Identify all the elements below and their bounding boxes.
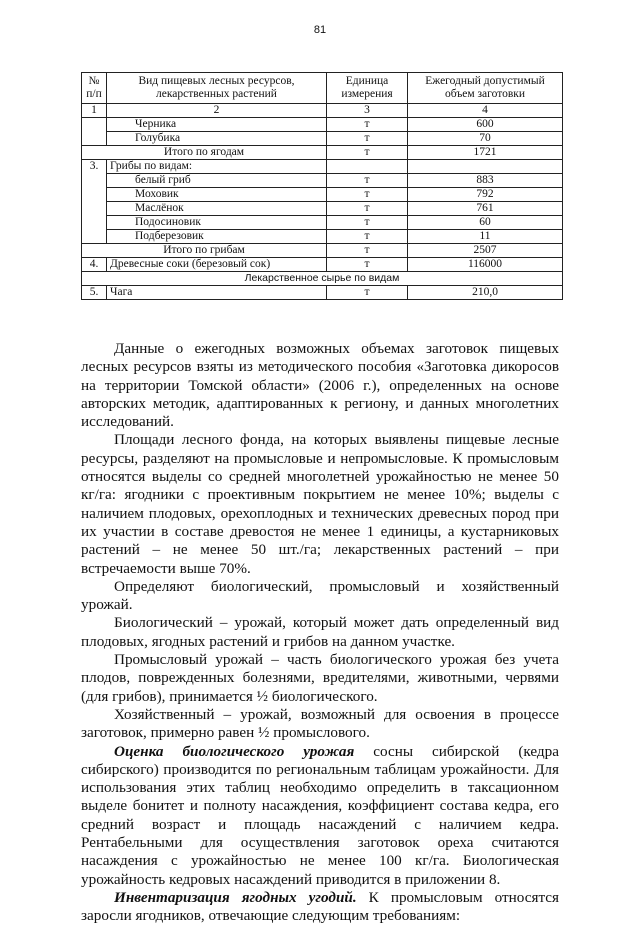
table-row <box>82 174 563 188</box>
row-name: Моховик <box>107 188 327 202</box>
row-name: Маслёнок <box>107 202 327 216</box>
paragraph <box>81 743 559 889</box>
row-name: белый гриб <box>107 174 327 188</box>
column-number-row <box>82 104 563 118</box>
table-header-row <box>82 73 563 104</box>
row-num: 3. <box>82 160 107 244</box>
paragraph: Биологический – урожай, который может дать определенный вид плодовых, ягодных растений и грибов на данном участке. <box>81 614 559 650</box>
section-header: Лекарственное сырье по видам <box>82 272 563 286</box>
row-unit: т <box>327 202 408 216</box>
row-unit: т <box>327 286 408 300</box>
row-name: Подосиновик <box>107 216 327 230</box>
row-unit: т <box>327 230 408 244</box>
row-name: Черника <box>107 118 327 132</box>
row-unit: т <box>327 188 408 202</box>
row-unit: т <box>327 174 408 188</box>
header-unit: Единица измерения <box>327 73 408 104</box>
header-volume: Ежегодный допустимый объем заготовки <box>408 73 563 104</box>
bold-term: Инвентаризация ягодных угодий. <box>114 888 357 906</box>
row-unit: т <box>327 216 408 230</box>
paragraph: Хозяйственный – урожай, возможный для освоения в процессе заготовок, примерно равен ½ промыслового. <box>81 705 559 742</box>
paragraph-rest: сосны сибирской (кедра сибирского) производится по региональным таблицам урожайности. Для использования этих таблиц необходимо определить в таксационном выделе бонитет и полноту насаждения, коэффициент состава кедра, его средний возраст и площадь насаждений с наличием кедра. Рентабельными для осуществления заготовок ореха считаются насаждения с урожайностью не менее 100 кг/га. Биологическая урожайность кедровых насаждений приводится в приложении 8. <box>81 742 559 888</box>
row-num: 5. <box>82 286 107 300</box>
paragraph: Площади лесного фонда, на которых выявлены пищевые лесные ресурсы, разделяют на промысловые и непромысловые. К промысловым относятся выделы со средней многолетней урожайностью не менее 50 кг/га: ягодники с проективным покрытием не менее 10%; выделы с наличием плодовых, орехоплодных и технических древесных пород при их участии в составе древостоя не менее 1 единицы, а кустарниковых растений – не менее 50 шт./га; лекарственных растений – при встречаемости выше 70%. <box>81 431 559 577</box>
table-row <box>82 258 563 272</box>
table-row <box>82 160 563 174</box>
table-row <box>82 230 563 244</box>
row-unit: т <box>327 244 408 258</box>
row-value: 792 <box>408 188 563 202</box>
row-value: 11 <box>408 230 563 244</box>
row-unit: т <box>327 258 408 272</box>
paragraph <box>81 889 559 926</box>
row-value: 761 <box>408 202 563 216</box>
berries-total-row <box>82 146 563 160</box>
row-name: Подберезовик <box>107 230 327 244</box>
row-name: Голубика <box>107 132 327 146</box>
col-number: 3 <box>327 104 408 118</box>
row-value: 883 <box>408 174 563 188</box>
paragraph: Промысловый урожай – часть биологического урожая без учета плодов, поврежденных болезнями, вредителями, животными, червями (для грибов), принимается ½ биологического. <box>81 651 559 705</box>
header-num: № п/п <box>82 73 107 104</box>
col-number: 2 <box>107 104 327 118</box>
paragraph: Определяют биологический, промысловый и хозяйственный урожай. <box>81 577 559 614</box>
row-name: Итого по грибам <box>82 244 327 258</box>
resources-table <box>81 72 563 300</box>
row-name: Итого по ягодам <box>82 146 327 160</box>
bold-term: Оценка биологического урожая <box>114 742 355 760</box>
row-name: Древесные соки (березовый сок) <box>107 258 327 272</box>
row-name: Чага <box>107 286 327 300</box>
row-value: 1721 <box>408 146 563 160</box>
row-unit: т <box>327 132 408 146</box>
medicinal-header-row <box>82 272 563 286</box>
col-number: 4 <box>408 104 563 118</box>
paragraph-rest: К промысловым относятся заросли ягодников, отвечающие следующим требованиям: <box>81 888 559 925</box>
body-text <box>81 340 559 926</box>
table-row <box>82 202 563 216</box>
row-num: 4. <box>82 258 107 272</box>
row-value: 600 <box>408 118 563 132</box>
table-row <box>82 286 563 300</box>
row-value: 116000 <box>408 258 563 272</box>
row-value: 70 <box>408 132 563 146</box>
mushrooms-total-row <box>82 244 563 258</box>
page-number: 81 <box>313 24 327 36</box>
row-value: 210,0 <box>408 286 563 300</box>
row-unit: т <box>327 146 408 160</box>
col-number: 1 <box>82 104 107 118</box>
row-value: 2507 <box>408 244 563 258</box>
paragraph: Данные о ежегодных возможных объемах заготовок пищевых лесных ресурсов взяты из методического пособия «Заготовка дикоросов на территории Томской области» (2006 г.), определенных на основе авторских методик, адаптированных к региону, и данных многолетних исследований. <box>81 340 559 431</box>
row-value: 60 <box>408 216 563 230</box>
table-row <box>82 188 563 202</box>
table-row <box>82 216 563 230</box>
header-name: Вид пищевых лесных ресурсов, лекарственных растений <box>107 73 327 104</box>
row-unit: т <box>327 118 408 132</box>
table-row <box>82 118 563 132</box>
table-row <box>82 132 563 146</box>
row-name: Грибы по видам: <box>107 160 327 174</box>
